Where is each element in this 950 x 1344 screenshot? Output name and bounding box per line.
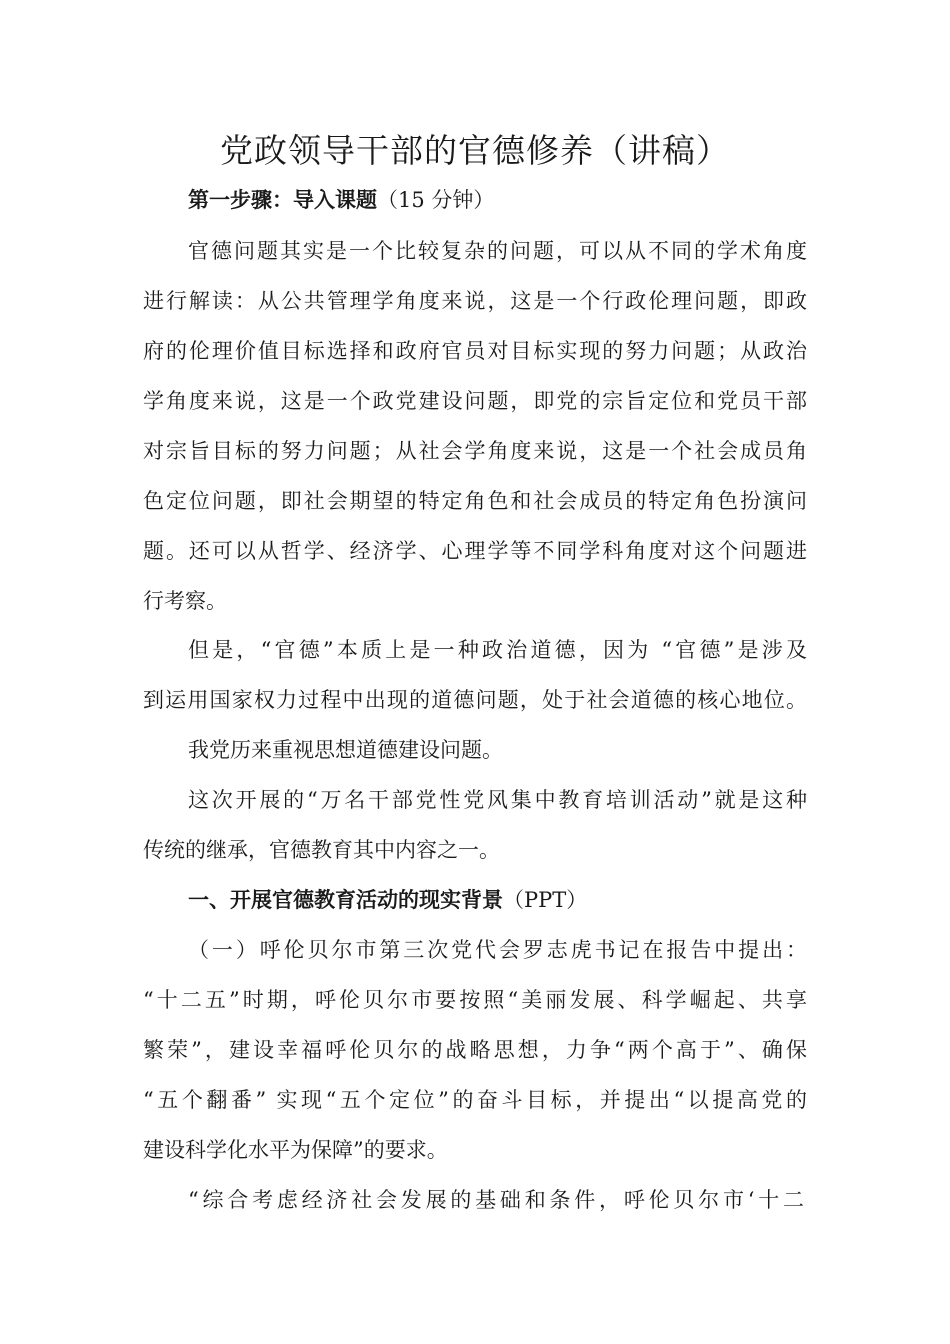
text-line: 学角度来说，这是一个政党建设问题，即党的宗旨定位和党员干部 (143, 389, 807, 413)
paragraph-party-tradition: 我党历来重视思想道德建设问题。 (188, 738, 503, 762)
text-line: 到运用国家权力过程中出现的道德问题，处于社会道德的核心地位。 (143, 688, 807, 712)
text-line: 繁荣”，建设幸福呼伦贝尔的战略思想，力争“两个高于”、确保 (143, 1038, 807, 1062)
text-line: 题。还可以从哲学、经济学、心理学等不同学科角度对这个问题进 (143, 539, 807, 563)
text-line: 官德问题其实是一个比较复杂的问题，可以从不同的学术角度 (188, 239, 807, 263)
text-line: “五个翻番” 实现“五个定位”的奋斗目标，并提出“以提高党的 (143, 1088, 807, 1112)
step-heading (188, 186, 807, 214)
text-line: （一）呼伦贝尔市第三次党代会罗志虎书记在报告中提出： (188, 938, 807, 962)
text-line: 对宗旨目标的努力问题；从社会学角度来说，这是一个社会成员角 (143, 439, 807, 463)
section-heading (188, 886, 807, 914)
paragraph-quote: “综合考虑经济社会发展的基础和条件，呼伦贝尔市‘十二 (188, 1188, 807, 1212)
text-line: “十二五”时期，呼伦贝尔市要按照“美丽发展、科学崛起、共享 (143, 988, 807, 1012)
text-line: 但是，“官德”本质上是一种政治道德，因为 “官德”是涉及 (188, 638, 807, 662)
text-line: 行考察。 (143, 589, 227, 613)
text-line: 这次开展的“万名干部党性党风集中教育培训活动”就是这种 (188, 788, 807, 812)
text-line: 府的伦理价值目标选择和政府官员对目标实现的努力问题；从政治 (143, 339, 807, 363)
step-heading-bold: 第一步骤：导入课题 (188, 187, 377, 212)
text-line: 传统的继承，官德教育其中内容之一。 (143, 838, 500, 862)
text-line: 进行解读：从公共管理学角度来说，这是一个行政伦理问题，即政 (143, 289, 807, 313)
text-line: 建设科学化水平为保障”的要求。 (143, 1138, 448, 1162)
text-line: 色定位问题，即社会期望的特定角色和社会成员的特定角色扮演问 (143, 489, 807, 513)
step-heading-duration: （15 分钟） (377, 188, 495, 212)
section-heading-note: （PPT） (503, 888, 588, 912)
document-title: 党政领导干部的官德修养（讲稿） (220, 131, 730, 170)
section-heading-bold: 一、开展官德教育活动的现实背景 (188, 887, 503, 912)
